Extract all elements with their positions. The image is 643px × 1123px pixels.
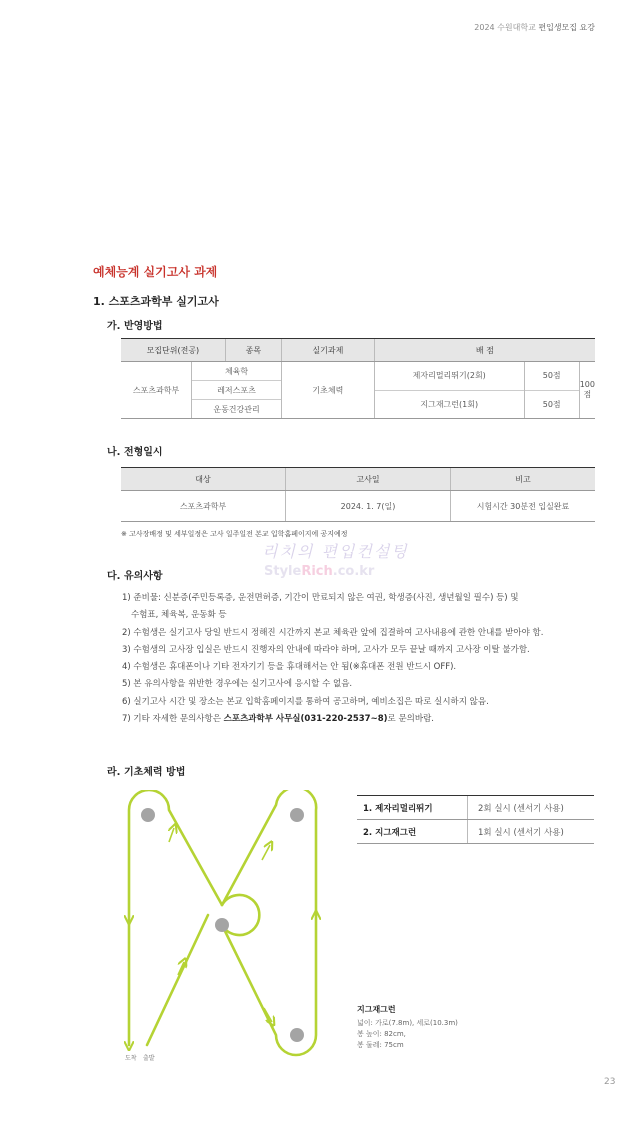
ra-heading: 라. 기초체력 방법 <box>107 767 186 778</box>
th-remark: 비고 <box>451 468 596 491</box>
spec-line: 봉 둘레: 75cm <box>357 1041 404 1049</box>
item7-post: 로 문의바람. <box>387 714 434 725</box>
page-number: 23 <box>604 1077 616 1087</box>
section-title: 예체능계 실기고사 과제 <box>93 265 218 279</box>
arrow-mark <box>262 845 270 860</box>
cone <box>215 918 229 932</box>
zigzag-title: 지그재그런 <box>357 1005 396 1014</box>
cone <box>141 808 155 822</box>
spec-line: 넓이: 가로(7.8m), 세로(10.3m) <box>357 1019 458 1027</box>
scoring-table <box>121 338 595 419</box>
method-name: 1. 제자리멀리뛰기 <box>357 796 468 819</box>
caution-item: 5) 본 유의사항을 위반한 경우에는 실기고사에 응시할 수 없음. <box>122 679 353 690</box>
header-highlight: 편입생모집 요강 <box>538 23 595 32</box>
total-cell: 100점 <box>579 362 595 418</box>
zigzag-specs <box>357 1018 458 1051</box>
na-heading: 나. 전형일시 <box>107 447 163 458</box>
caution-item: 3) 수험생의 고사장 입실은 반드시 진행자의 안내에 따라야 하며, 고사가 모두 끝날 때까지 고사장 이탈 불가함. <box>122 644 530 655</box>
date-cell: 2024. 1. 7(일) <box>286 491 451 522</box>
caution-item: 수험표, 체육복, 운동화 등 <box>131 610 227 621</box>
major-cell: 체육학 <box>192 362 281 381</box>
method-detail: 1회 실시 (센서기 사용) <box>478 827 564 838</box>
schedule-table <box>121 467 595 522</box>
wm-part: .co.kr <box>332 564 375 579</box>
caution-item <box>122 711 602 728</box>
task-cell: 지그재그런(1회) <box>420 399 479 409</box>
method-detail: 2회 실시 (센서기 사용) <box>478 803 564 814</box>
finish-label: 도착 <box>125 1055 137 1062</box>
method-table <box>357 795 594 844</box>
major-cell: 운동건강관리 <box>213 404 260 414</box>
track-line <box>147 915 208 1045</box>
th-event: 종목 <box>225 339 281 362</box>
item7-contact: 스포츠과학부 사무실(031-220-2537~8) <box>223 714 388 725</box>
track-line <box>222 790 316 1055</box>
spec-line: 봉 높이: 82cm, <box>357 1030 406 1038</box>
task-cell: 제자리멀리뛰기(2회) <box>375 362 524 391</box>
unit-cell: 스포츠과학부 <box>132 385 180 395</box>
score-cell: 50점 <box>525 362 579 391</box>
th-date: 고사일 <box>286 468 451 491</box>
unit-block <box>121 362 282 419</box>
wm-part: Rich <box>301 564 333 579</box>
event-cell: 기초체력 <box>282 362 375 419</box>
item7-pre: 7) 기타 자세한 문의사항은 <box>122 714 224 725</box>
method-row <box>357 796 594 820</box>
caution-list <box>122 590 602 728</box>
arrow-mark <box>169 828 174 842</box>
start-label: 출발 <box>143 1055 155 1062</box>
task-block <box>374 362 595 419</box>
cone <box>290 808 304 822</box>
schedule-note: ※ 고사장배정 및 세부일정은 고사 일주일전 본교 입학홈페이지에 공지예정 <box>121 530 348 538</box>
th-task: 실기과제 <box>282 339 375 362</box>
caution-item: 2) 수험생은 실기고사 당일 반드시 정해진 시간까지 본교 체육관 앞에 집결하여 고사내용에 관한 안내를 받아야 함. <box>122 627 544 638</box>
caution-item: 4) 수험생은 휴대폰이나 기타 전자기기 등을 휴대해서는 안 됨(※휴대폰 전원 반드시 OFF). <box>122 662 457 673</box>
method-row <box>357 820 594 844</box>
th-score: 배 점 <box>374 339 595 362</box>
zigzag-diagram <box>112 790 332 1065</box>
watermark-url <box>264 564 374 579</box>
th-target: 대상 <box>121 468 286 491</box>
sub-heading-1: 1. 스포츠과학부 실기고사 <box>93 295 219 308</box>
method-name: 2. 지그재그런 <box>357 820 468 843</box>
target-cell: 스포츠과학부 <box>121 491 286 522</box>
remark-cell: 시험시간 30분전 입실완료 <box>451 491 596 522</box>
da-heading: 다. 유의사항 <box>107 571 163 582</box>
score-cell: 50점 <box>542 399 561 409</box>
wm-part: Style <box>264 564 302 579</box>
major-cell: 레저스포츠 <box>192 381 281 400</box>
caution-item: 1) 준비물: 신분증(주민등록증, 운전면허증, 기간이 만료되지 않은 여권, 학생증(사진, 생년월일 필수) 등) 및 <box>122 593 519 603</box>
cone <box>290 1028 304 1042</box>
page-header <box>474 22 595 33</box>
caution-item: 6) 실기고사 시간 및 장소는 본교 입학홈페이지를 통하여 공고하며, 예비소집은 따로 실시하지 않음. <box>122 696 489 707</box>
th-unit: 모집단위(전공) <box>121 339 225 362</box>
ga-heading: 가. 반영방법 <box>107 321 163 332</box>
watermark-text: 리치의 편입컨설팅 <box>262 542 409 561</box>
header-doc: 2024 수원대학교 <box>474 23 539 32</box>
